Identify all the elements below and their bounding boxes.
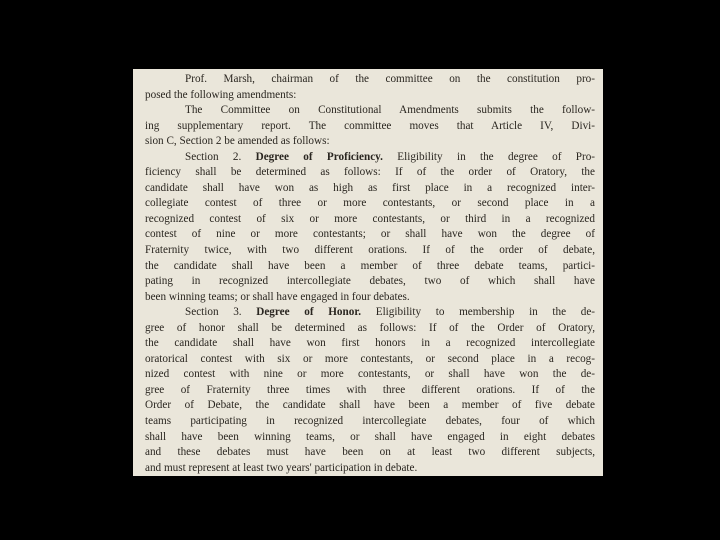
text-line: and must represent at least two years' participation in debate. xyxy=(145,461,418,474)
section-heading: Degree of Proficiency. xyxy=(255,150,383,163)
text-line: been winning teams; or shall have engaged in four debates. xyxy=(145,290,410,303)
text-line: the candidate shall have been a member of three debate teams, partici- xyxy=(145,259,595,272)
text-line: gree of Fraternity three times with three different orations. If of the xyxy=(145,383,595,396)
section-3-first-line xyxy=(145,305,595,321)
text-fragment: Eligibility to membership in the de- xyxy=(375,306,596,319)
text-line: posed the following amendments: xyxy=(145,88,297,101)
scanned-page xyxy=(133,69,603,476)
text-line: recognized contest of six or more contestants, or third in a recognized xyxy=(145,212,595,225)
text-line: and these debates must have been on at least two different subjects, xyxy=(145,446,595,459)
section-label: Section 2. xyxy=(185,150,242,163)
text-fragment: Eligibility in the degree of Pro- xyxy=(397,150,596,163)
paragraph-committee-report xyxy=(145,103,595,150)
text-line: pating in recognized intercollegiate debates, two of which shall have xyxy=(145,275,595,288)
text-line: oratorical contest with six or more contestants, or second place in a recog- xyxy=(145,352,595,365)
paragraph-intro xyxy=(145,72,595,103)
text-line: Order of Debate, the candidate shall have been a member of five debate xyxy=(145,399,595,412)
section-heading: Degree of Honor. xyxy=(256,306,362,319)
text-line: collegiate contest of three or more contestants, or second place in a xyxy=(145,197,595,210)
text-line: candidate shall have won as high as first place in a recognized inter- xyxy=(145,181,595,194)
text-line: teams participating in recognized intercollegiate debates, four of which xyxy=(145,415,595,428)
text-line: the candidate shall have won first honors in a recognized intercollegiate xyxy=(145,337,595,350)
paragraph-section-2 xyxy=(145,150,595,305)
text-line: nized contest with nine or more contestants, or shall have won the de- xyxy=(145,368,595,381)
text-line: Prof. Marsh, chairman of the committee on the constitution pro- xyxy=(185,73,595,85)
text-line: contest of nine or more contestants; or shall have won the degree of xyxy=(145,228,595,241)
section-2-first-line xyxy=(145,150,595,166)
section-label: Section 3. xyxy=(185,306,242,319)
text-line: The Committee on Constitutional Amendments submits the follow- xyxy=(185,104,595,117)
text-line: sion C, Section 2 be amended as follows: xyxy=(145,135,330,148)
text-line: Fraternity twice, with two different orations. If of the order of debate, xyxy=(145,244,595,257)
paragraph-section-3 xyxy=(145,305,595,476)
text-line: shall have been winning teams, or shall have engaged in eight debates xyxy=(145,430,595,443)
text-line: ing supplementary report. The committee moves that Article IV, Divi- xyxy=(145,119,595,132)
text-line: ficiency shall be determined as follows: If of the order of Oratory, the xyxy=(145,166,595,179)
text-line: gree of honor shall be determined as follows: If of the Order of Oratory, xyxy=(145,321,595,334)
